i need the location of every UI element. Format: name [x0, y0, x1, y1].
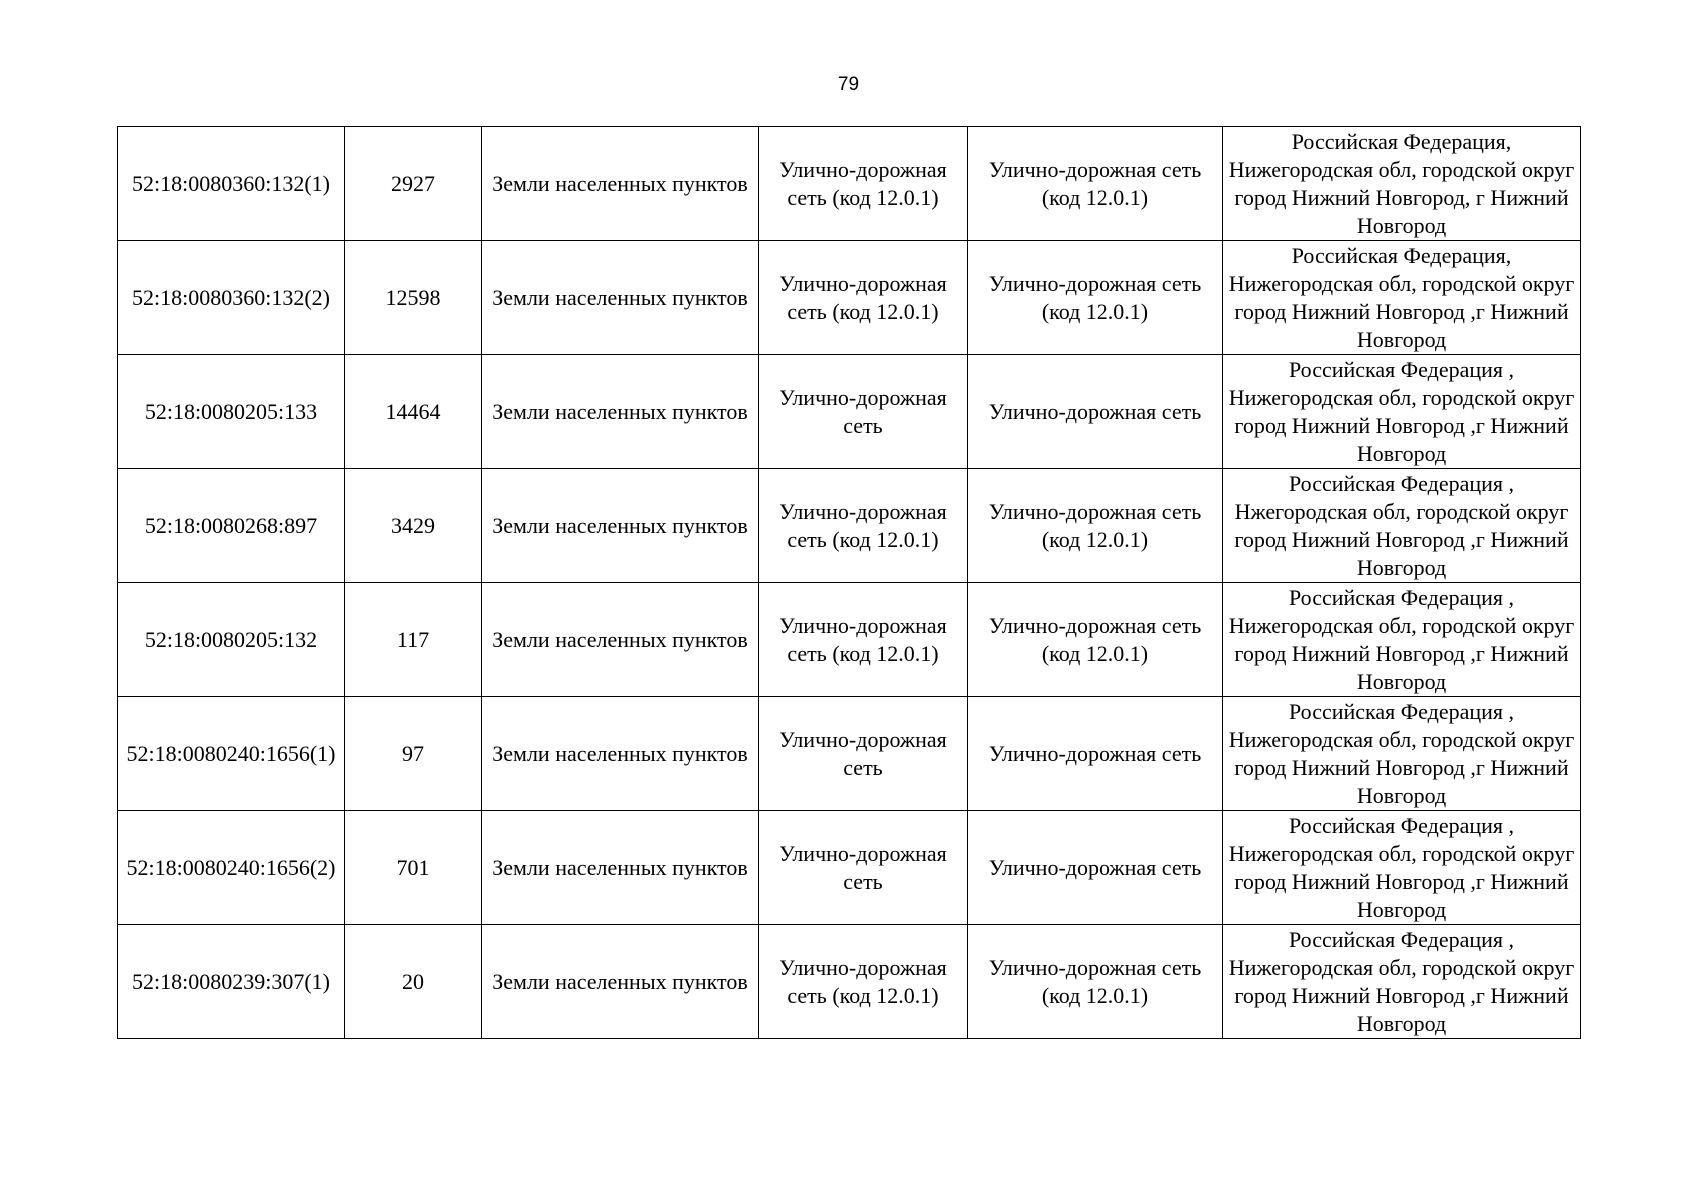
table-row [118, 583, 1581, 697]
cadastral-number-cell: 52:18:0080205:132 [118, 583, 345, 697]
area-cell: 12598 [345, 241, 482, 355]
address-cell: Российская Федерация , Нижегородская обл, городской округ город Нижний Новгород ,г Нижний Новгород [1223, 355, 1581, 469]
use-type-cell: Улично-дорожная сеть (код 12.0.1) [759, 127, 968, 241]
permitted-use-cell: Улично-дорожная сеть [968, 811, 1223, 925]
area-cell: 97 [345, 697, 482, 811]
cadastral-number-cell: 52:18:0080240:1656(1) [118, 697, 345, 811]
address-cell: Российская Федерация, Нижегородская обл, городской округ город Нижний Новгород, г Нижний Новгород [1223, 127, 1581, 241]
use-type-cell: Улично-дорожная сеть (код 12.0.1) [759, 469, 968, 583]
use-type-cell: Улично-дорожная сеть [759, 811, 968, 925]
land-category-cell: Земли населенных пунктов [482, 811, 759, 925]
table-row [118, 469, 1581, 583]
land-category-cell: Земли населенных пунктов [482, 469, 759, 583]
table-row [118, 241, 1581, 355]
table-row [118, 127, 1581, 241]
land-category-cell: Земли населенных пунктов [482, 583, 759, 697]
address-cell: Российская Федерация , Нижегородская обл, городской округ город Нижний Новгород ,г Нижний Новгород [1223, 811, 1581, 925]
permitted-use-cell: Улично-дорожная сеть [968, 697, 1223, 811]
table-row [118, 697, 1581, 811]
land-plots-table [117, 126, 1581, 1039]
permitted-use-cell: Улично-дорожная сеть (код 12.0.1) [968, 925, 1223, 1039]
address-cell: Российская Федерация, Нижегородская обл, городской округ город Нижний Новгород ,г Нижний Новгород [1223, 241, 1581, 355]
table-row [118, 925, 1581, 1039]
address-cell: Российская Федерация , Нижегородская обл, городской округ город Нижний Новгород ,г Нижний Новгород [1223, 583, 1581, 697]
cadastral-number-cell: 52:18:0080205:133 [118, 355, 345, 469]
permitted-use-cell: Улично-дорожная сеть (код 12.0.1) [968, 583, 1223, 697]
address-cell: Российская Федерация , Нижегородская обл, городской округ город Нижний Новгород ,г Нижний Новгород [1223, 925, 1581, 1039]
land-category-cell: Земли населенных пунктов [482, 241, 759, 355]
use-type-cell: Улично-дорожная сеть [759, 355, 968, 469]
page-number: 79 [837, 74, 860, 95]
land-category-cell: Земли населенных пунктов [482, 127, 759, 241]
use-type-cell: Улично-дорожная сеть (код 12.0.1) [759, 925, 968, 1039]
area-cell: 14464 [345, 355, 482, 469]
cadastral-number-cell: 52:18:0080360:132(1) [118, 127, 345, 241]
land-category-cell: Земли населенных пунктов [482, 925, 759, 1039]
address-cell: Российская Федерация , Нижегородская обл, городской округ город Нижний Новгород ,г Нижний Новгород [1223, 697, 1581, 811]
table-row [118, 811, 1581, 925]
permitted-use-cell: Улично-дорожная сеть (код 12.0.1) [968, 241, 1223, 355]
cadastral-number-cell: 52:18:0080268:897 [118, 469, 345, 583]
area-cell: 20 [345, 925, 482, 1039]
use-type-cell: Улично-дорожная сеть (код 12.0.1) [759, 583, 968, 697]
area-cell: 701 [345, 811, 482, 925]
cadastral-number-cell: 52:18:0080240:1656(2) [118, 811, 345, 925]
use-type-cell: Улично-дорожная сеть [759, 697, 968, 811]
land-category-cell: Земли населенных пунктов [482, 697, 759, 811]
permitted-use-cell: Улично-дорожная сеть (код 12.0.1) [968, 127, 1223, 241]
land-category-cell: Земли населенных пунктов [482, 355, 759, 469]
area-cell: 3429 [345, 469, 482, 583]
cadastral-number-cell: 52:18:0080360:132(2) [118, 241, 345, 355]
address-cell: Российская Федерация , Нжегородская обл, городской округ город Нижний Новгород ,г Нижний Новгород [1223, 469, 1581, 583]
cadastral-number-cell: 52:18:0080239:307(1) [118, 925, 345, 1039]
table-row [118, 355, 1581, 469]
permitted-use-cell: Улично-дорожная сеть [968, 355, 1223, 469]
area-cell: 2927 [345, 127, 482, 241]
area-cell: 117 [345, 583, 482, 697]
use-type-cell: Улично-дорожная сеть (код 12.0.1) [759, 241, 968, 355]
permitted-use-cell: Улично-дорожная сеть (код 12.0.1) [968, 469, 1223, 583]
